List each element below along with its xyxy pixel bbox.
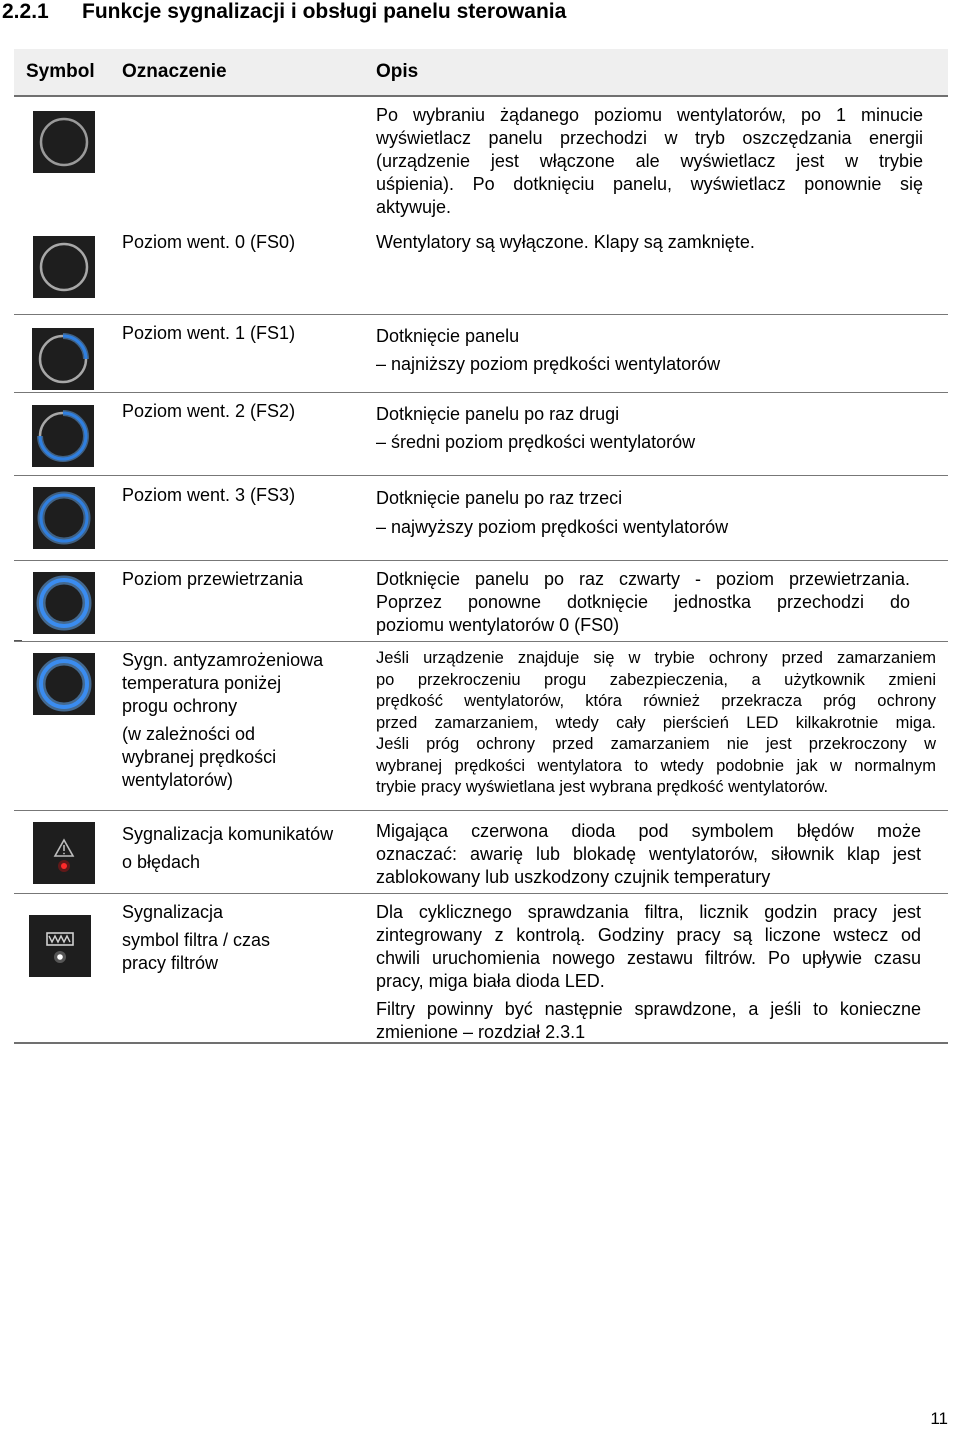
section-heading [2, 0, 566, 24]
ring-fs2-icon [32, 405, 94, 467]
designation-cell: Sygn. antyzamrożeniowa temperatura poniżej progu ochrony (w zależności od wybranej prędkości wentylatorów) [122, 650, 324, 790]
description-cell: Wentylatory są wyłączone. Klapy są zamknięte. [376, 232, 755, 252]
designation-cell: Poziom went. 0 (FS0) [122, 232, 296, 252]
ring-frost-icon [33, 653, 95, 715]
description-cell: Dotknięcie panelu po raz drugi – średni poziom prędkości wentylatorów [376, 404, 696, 452]
margin-tick [14, 640, 22, 641]
row-divider [14, 893, 948, 894]
row-divider [14, 641, 948, 642]
ring-off-icon [33, 111, 95, 173]
column-header-description: Opis [376, 61, 419, 82]
description-cell: Dotknięcie panelu po raz trzeci – najwyższy poziom prędkości wentylatorów [376, 488, 729, 537]
ring-off-icon [33, 236, 95, 298]
description-cell: Dotknięcie panelu – najniższy poziom prędkości wentylatorów [376, 326, 721, 374]
table-header-rule [14, 95, 948, 97]
warning-triangle-icon [33, 822, 95, 884]
ring-airing-icon [33, 572, 95, 634]
designation-cell: Poziom went. 2 (FS2) [122, 401, 296, 421]
designation-cell: Sygnalizacja komunikatów o błędach [122, 824, 334, 872]
designation-cell: Poziom went. 3 (FS3) [122, 485, 296, 505]
ring-fs1-icon [32, 328, 94, 390]
designation-cell: Poziom went. 1 (FS1) [122, 323, 296, 343]
column-header-symbol: Symbol [26, 61, 95, 82]
row-divider [14, 560, 948, 561]
ring-fs3-icon [33, 487, 95, 549]
page-number: 11 [930, 1409, 948, 1428]
description-cell: Dotknięcie panelu po raz czwarty - poziom przewietrzania. Poprzez ponowne dotknięcie jednostka przechodzi do poziomu wentylatorów 0 (FS0) [376, 569, 910, 635]
section-number: 2.2.1 [2, 0, 49, 23]
description-cell: Dla cyklicznego sprawdzania filtra, licznik godzin pracy jest zintegrowany z kontrolą. Godziny pracy są liczone wstecz od chwili uruchomienia nowego zestawu filtrów. Po upływie czasu pracy, miga biała dioda LED. Filtry powinny być następnie sprawdzone, a jeśli to konieczne zmienione – rozdział 2.3.1 [376, 902, 921, 1042]
row-divider [14, 314, 948, 315]
description-cell: Jeśli urządzenie znajduje się w trybie ochrony przed zamarzaniem po przekroczeniu progu zabezpieczenia, a użytkownik zmieni prędkość wentylatorów, która również przekracza próg ochrony przed zamarzaniem, wtedy cały pierścień LED kilkakrotnie miga. Jeśli próg ochrony przed zamarzaniem nie jest przekroczony w wybranej prędkości wentylatora to wtedy podobnie jak w normalnym trybie pracy wyświetlana jest wybrana prędkość wentylatorów. [376, 649, 936, 796]
filter-icon [29, 915, 91, 977]
designation-cell: Sygnalizacja symbol filtra / czas pracy filtrów [122, 902, 271, 973]
designation-cell: Poziom przewietrzania [122, 569, 304, 589]
description-cell: Migająca czerwona dioda pod symbolem błędów może oznaczać: awarię lub blokadę wentylatorów, siłownik klap jest zablokowany lub uszkodzony czujnik temperatury [376, 821, 921, 887]
row-divider [14, 392, 948, 393]
row-divider [14, 475, 948, 476]
description-cell: Po wybraniu żądanego poziomu wentylatorów, po 1 minucie wyświetlacz panelu przechodzi w tryb oszczędzania energii (urządzenie jest włączone ale wyświetlacz jest w trybie uśpienia). Po dotknięciu panelu, wyświetlacz ponownie się aktywuje. [376, 105, 923, 217]
row-divider [14, 810, 948, 811]
section-title: Funkcje sygnalizacji i obsługi panelu sterowania [82, 0, 567, 23]
column-header-designation: Oznaczenie [122, 61, 227, 82]
